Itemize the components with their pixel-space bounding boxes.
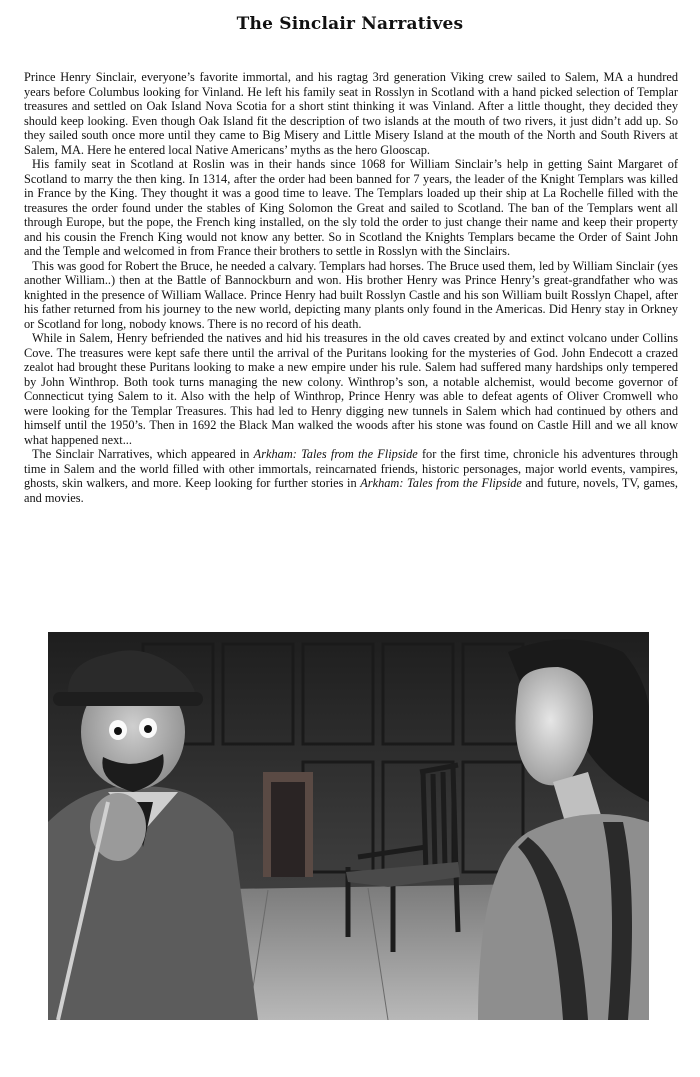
paragraph-3 <box>24 259 678 332</box>
paragraph-1 <box>24 70 678 157</box>
text-run: Prince Henry Sinclair, everyone’s favorite immortal, and his ragtag 3rd generation Viking crew sailed to Salem, MA a hundred years before Columbus looking for Vinland. He left his family seat in Rosslyn in Scotland with a hand picked selection of Templar treasures and settled on Oak Island Nova Scotia for a short stint thinking it was Vinland. After a little thought, they decided they should keep looking. Even though Oak Island fit the description of two islands at the mouth of two rivers, it just didn’t add up. So they sailed south once more until they came to Big Misery and Little Misery Island at the mouth of the North and South Rivers at Salem, MA. Here he entered local Native Americans’ myths as the hero Glooscap. <box>24 70 678 157</box>
book-title-italic: Arkham: Tales from the Flipside <box>253 447 418 461</box>
text-run: and future, novels, TV, games, and movies. <box>24 476 678 505</box>
text-run: This was good for Robert the Bruce, he needed a calvary. Templars had horses. The Bruce used them, led by William Sinclair (yes another William..) then at the Battle of Bannockburn and won. His brother Henry was Prince Henry’s great-grandfather who was knighted in the presence of William Wallace. Prince Henry had built Rosslyn Castle and his son William built Rosslyn Chapel, after his father returned from his journey to the new world, depicting many plants only found in the Americas. Did Henry stay in Orkney or Scotland for long, nobody knows. There is no record of his death. <box>24 258 678 331</box>
photo-scene <box>48 632 649 1020</box>
paragraph-2 <box>24 157 678 259</box>
text-run: The Sinclair Narratives, which appeared in <box>32 447 254 461</box>
text-run: His family seat in Scotland at Roslin was in their hands since 1068 for William Sinclair’s help in getting Saint Margaret of Scotland to marry the then king. In 1314, after the order had been banned for 7 years, the leader of the Knight Templars was killed in France by the King. They thought it was a good time to leave. The Templars loaded up their ship at La Rochelle filled with the treasures the order found under the stables of King Solomon the Great and sailed to Scotland. The ban of the Templars went all through Europe, but the pope, the French king installed, on the sly told the order to just change their name and keep their property and his cousin the French King would not know any better. So in Scotland the Knights Templars became the Order of Saint John and the Temple and welcomed in from France their brothers to settle in Rosslyn with the Sinclairs. <box>24 157 678 258</box>
article-body <box>24 70 678 505</box>
illustration-photo <box>48 632 649 1020</box>
paragraph-5 <box>24 447 678 505</box>
book-title-italic: Arkham: Tales from the Flipside <box>360 476 522 490</box>
text-run: for the first time, chronicle his adventures through time in Salem and the world filled with other immortals, reincarnated friends, historic personages, major world events, vampires, ghosts, skin walkers, and more. Keep looking for further stories in <box>24 447 679 490</box>
text-run: While in Salem, Henry befriended the natives and hid his treasures in the old caves created by and extinct volcano under Collins Cove. The treasures were kept safe there until the arrival of the Puritans looking for the mysteries of God. John Endecott a crazed zealot had brought these Puritans looking to make a new empire under his rule. Salem had suffered many hardships only tempered by John Winthrop. Both took turns managing the new colony. Winthrop’s son, a notable alchemist, would become governor of Connecticut tying Salem to it. Also with the help of Winthrop, Prince Henry was able to defeat agents of Oliver Cromwell who were looking for the Templar Treasures. This had led to Henry digging new tunnels in Salem which had continued by others and himself until the 1950’s. Then in 1692 the Black Man walked the woods after his stone was found on Castle Hill and we all know what happened next... <box>24 331 678 447</box>
page-title: The Sinclair Narratives <box>236 14 464 34</box>
paragraph-4 <box>24 331 678 447</box>
